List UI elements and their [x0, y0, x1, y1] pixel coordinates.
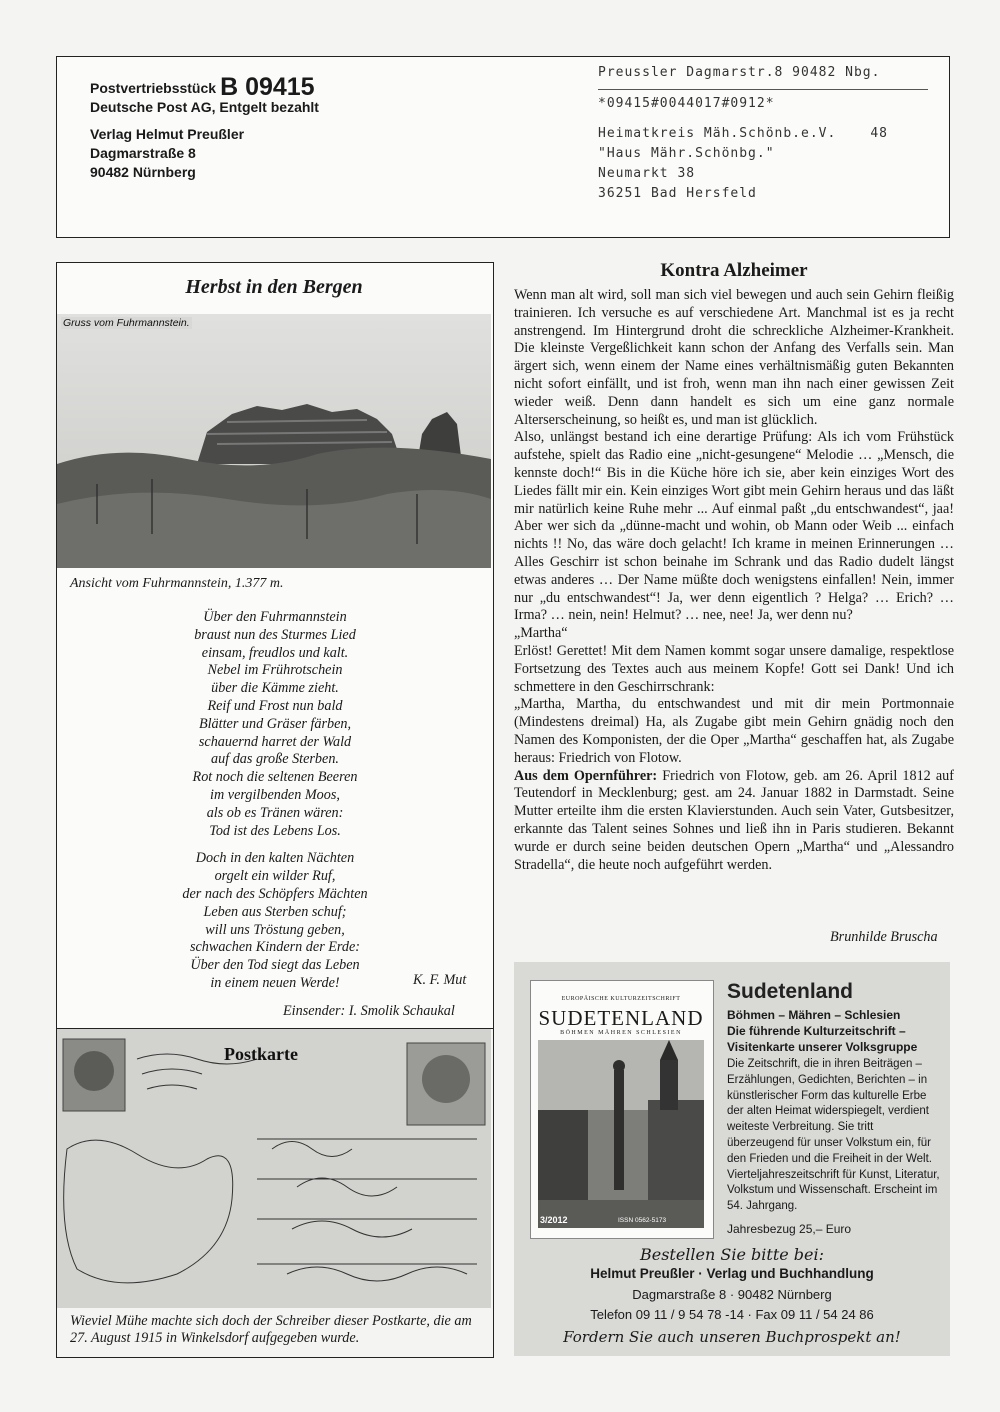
ad-publisher: Helmut Preußler · Verlag und Buchhandlung	[590, 1266, 874, 1281]
ad-phone: Telefon 09 11 / 9 54 78 -14 · Fax 09 11 / 54 24 86	[590, 1307, 874, 1322]
poem-line: Reif und Frost nun bald	[207, 697, 343, 714]
poem-line: Tod ist des Lebens Los.	[209, 822, 341, 839]
recipient-count: 48	[870, 126, 888, 141]
cover-title: SUDETENLAND	[538, 1006, 704, 1030]
poem-line: der nach des Schöpfers Mächten	[182, 885, 368, 902]
publisher-street: Dagmarstraße 8	[90, 145, 196, 161]
poem-line: Doch in den kalten Nächten	[195, 850, 355, 867]
poem-line: Leben aus Sterben schuf;	[203, 903, 347, 920]
article-title-right: Kontra Alzheimer	[660, 260, 808, 281]
poem-line: als ob es Tränen wären:	[206, 804, 344, 821]
paragraph-rest: Friedrich von Flotow, geb. am 26. April 1812 auf Teutendorf in Mecklenburg; gest. am 24. Januar 1882 in Darmstadt. Seine Mutter erteilte ihm die ersten Klavierstunden. Auch sein Vater, Gutsbesitzer, erkannte das Talent seines Sohnes und ließ ihn in Paris studieren. Bekannt wurde er durch seine beiden deutschen Opern „Martha“ und „Alessandro Stradella“, die heute noch aufgeführt werden.	[514, 767, 954, 873]
article-author: Brunhilde Bruscha	[830, 929, 938, 945]
photo-label: Gruss vom Fuhrmannstein.	[63, 317, 190, 329]
paragraph: Erlöst! Gerettet! Mit dem Namen kommt sogar unsere damalige, respektlose Fortsetzung des Textes auch aus meinem Kopfe! Gott sei Dank! Und ich schmettere in den Geschirrschrank:	[514, 642, 954, 695]
mountain-photo	[57, 314, 491, 568]
return-address: Preussler Dagmarstr.8 90482 Nbg.	[598, 65, 881, 80]
postcard-caption: Wieviel Mühe machte sich doch der Schreiber dieser Postkarte, die am 27. August 1915 in Winkelsdorf aufgegeben wurde.	[70, 1313, 472, 1346]
photo-caption: Ansicht vom Fuhrmannstein, 1.377 m.	[70, 576, 284, 591]
poem-line: schwachen Kindern der Erde:	[189, 939, 361, 956]
recipient-house: "Haus Mähr.Schönbg."	[598, 146, 775, 161]
poem-line: in einem neuen Werde!	[210, 974, 340, 991]
recipient-city: 36251 Bad Hersfeld	[598, 186, 757, 201]
paragraph: „Martha“	[514, 625, 568, 642]
poem-line: Über den Fuhrmannstein	[203, 609, 347, 625]
publisher-name: Verlag Helmut Preußler	[90, 126, 245, 142]
poem-line: über die Kämme zieht.	[211, 680, 339, 697]
poem-line: orgelt ein wilder Ruf,	[214, 868, 336, 885]
ad-cta: Fordern Sie auch unseren Buchprospekt an!	[563, 1328, 901, 1346]
ad-description	[727, 1007, 942, 1055]
submitter: Einsender: I. Smolik Schaukal	[283, 1003, 455, 1019]
article-title: Herbst in den Bergen	[185, 276, 363, 298]
barcode-text: *09415#0044017#0912*	[598, 96, 775, 111]
cover-subtitle-top: EUROPÄISCHE KULTURZEITSCHRIFT	[561, 996, 681, 1002]
sender-block	[90, 73, 319, 182]
paragraph-lead: Aus dem Opernführer:	[514, 767, 658, 784]
ad-address: Dagmarstraße 8 · 90482 Nürnberg	[632, 1287, 832, 1302]
paragraph: Wenn man alt wird, soll man sich viel bewegen und auch sein Gehirn fleißig trainieren. Ich versuche es auf verschiedene Art. Manchmal ist es ja recht anstrengend. Im Hintergrund droht die schreckliche Alzheimer-Krankheit. Die kleinste Vergeßlichkeit kann schon der Anfang des Verfalls sein. Man ärgert sich, wenn einem der Name eines verhältnismäßig guten Bekannten nicht sofort einfällt, und ist froh, wenn man ihn nach einer gewissen Zeit wieder weiß. Denn dann handelt es sich um eine ganz normale Alterserscheinung, so heißt es, und man ist glücklich.	[514, 287, 954, 428]
cover-issn: ISSN 0562-5173	[618, 1217, 667, 1224]
postcard-image	[57, 1029, 491, 1308]
ad-order-heading: Bestellen Sie bitte bei:	[639, 1245, 825, 1264]
poem-line: Über den Tod siegt das Leben	[190, 957, 360, 974]
recipient-name: Heimatkreis Mäh.Schönb.e.V.	[598, 126, 837, 141]
poem-author: K. F. Mut	[413, 972, 467, 988]
poem-line: schauernd harret der Wald	[198, 733, 352, 750]
poem-line: will uns Tröstung geben,	[205, 921, 345, 938]
ad-tagline: Die führende Kulturzeitschrift – Visitenkarte unserer Volksgruppe	[727, 1024, 918, 1054]
cover-photo	[538, 1040, 704, 1228]
paragraph	[514, 768, 954, 875]
paragraph: Also, unlängst bestand ich eine derartige Prüfung: Als ich vom Frühstück aufstehe, spielt das Radio eine „nicht-gesungene“ Melodie … „Mensch, die kennste doch!“ Bis in die Küche höre ich sie, aber kein einziges Wort des Liedes fällt mir ein. Kein einziges Wort gibt mein Gehirn heraus und das läßt mir natürlich keine Ruhe mehr ... Auf einmal paßt „du entschwandest“, jaa! Aber wer sich da „dünne-macht und wohin, ob Mann oder Weib ... einfach nichts !! No, das wäre doch gelacht! Ich krame in meinen Erinnerungen … Alles Geschirr ist schon beinahe im Schrank und das Radio dudelt längst etwas anderes … Der Name müßte doch wenigstens einfallen! Nein, immer nur „du entschwandest“! Ja, wer denn eigentlich ? Helga? … Erich? … Irma? … nein, nein! Helmut? … nee, nee! Ja, wer denn nu?	[514, 429, 954, 624]
ad-regions: Böhmen – Mähren – Schlesien	[727, 1008, 901, 1022]
poem-line: auf das große Sterben.	[211, 751, 339, 768]
recipient-block	[598, 63, 928, 204]
recipient-street: Neumarkt 38	[598, 166, 696, 181]
poem-stanza-1	[70, 609, 480, 840]
poem-line: braust nun des Sturmes Lied	[194, 626, 356, 643]
poem	[70, 609, 480, 1003]
postcard-title: Postkarte	[224, 1044, 298, 1064]
ad-price: Jahresbezug 25,– Euro	[727, 1222, 852, 1236]
ad-title: Sudetenland	[727, 980, 854, 1003]
post-note: Deutsche Post AG, Entgelt bezahlt	[90, 99, 319, 115]
publisher-city: 90482 Nürnberg	[90, 164, 196, 180]
mailing-number: B 09415	[220, 73, 315, 101]
article-body	[514, 287, 954, 874]
cover-regions: BÖHMEN MÄHREN SCHLESIEN	[560, 1030, 682, 1036]
ad-body: Die Zeitschrift, die in ihren Beiträgen – Erzählungen, Gedichten, Berichten – in künstlerischer Form das kulturelle Erbe der alten Heimat widerspiegelt, verdient weiteste Verbreitung. Sie tritt überzeugend für unser Volkstum ein, für den Frieden und die Freiheit in der Welt. Vierteljahreszeitschrift für Kunst, Literatur, Volkstum und Wissenschaft. Erscheint im 54. Jahrgang.	[727, 1058, 940, 1213]
poem-line: Nebel im Frührotschein	[207, 662, 343, 679]
address-rule	[598, 89, 928, 90]
poem-line: Rot noch die seltenen Beeren	[192, 769, 358, 786]
poem-line: im vergilbenden Moos,	[210, 786, 340, 803]
paragraph: „Martha, Martha, du entschwandest und mit dir mein Portmonnaie (Mindestens dreimal) Ha, als Zugabe gibt mein Gehirn gnädig noch den Namen des Komponisten, der die Oper „Martha“ geschaffen hat, als Zugabe heraus: Friedrich von Flotow.	[514, 696, 954, 766]
cover-issue: 3/2012	[540, 1215, 568, 1225]
poem-line: Blätter und Gräser färben,	[198, 715, 352, 732]
mailing-label: Postvertriebsstück	[90, 80, 217, 96]
poem-line: einsam, freudlos und kalt.	[201, 644, 349, 661]
